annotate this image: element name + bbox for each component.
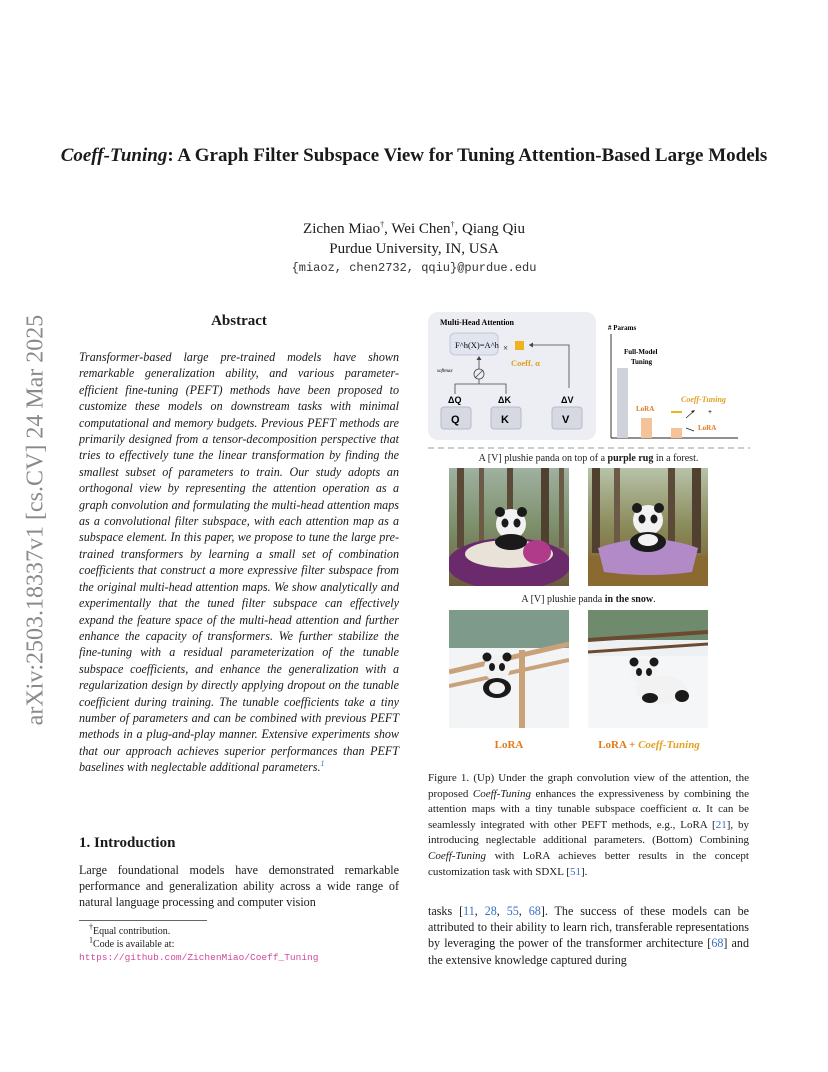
author-1: Zichen Miao (303, 221, 381, 237)
softmax-label: softmax (437, 369, 453, 374)
footnote-2-text: Code is available at: (93, 939, 175, 950)
comma: , (518, 904, 529, 918)
photo-lora-forest (449, 468, 569, 586)
citation[interactable]: 28 (484, 904, 497, 918)
prompt-1-post: in a forest. (653, 453, 699, 464)
col-label-coeff-italic: Coeff-Tuning (638, 739, 700, 751)
coeff-tuning-bar-label: Coeff-Tuning (681, 395, 726, 404)
prompt-1-bold: purple rug (607, 453, 654, 464)
full-model-label: Full-Model (624, 348, 658, 356)
caption-it1: Coeff-Tuning (472, 787, 531, 800)
citation[interactable]: 68 (711, 936, 724, 951)
attention-title: Multi-Head Attention (440, 318, 514, 327)
q-label: Q (451, 414, 460, 426)
lora-bar-label: LoRA (636, 405, 655, 413)
coeff-label: Coeff. α (511, 358, 540, 368)
arxiv-id: arXiv:2503.18337v1 [cs.CV] 24 Mar 2025 (22, 314, 49, 726)
photo-lora-coeff-forest (588, 468, 708, 586)
bar-lora (641, 418, 652, 438)
formula: F^h(X)=A^h (455, 340, 499, 350)
params-label: # Params (608, 324, 637, 332)
caption-p5: ]. (580, 865, 588, 878)
photo-lora-coeff-snow (588, 610, 708, 728)
coeff-square (515, 341, 524, 350)
abstract-heading: Abstract (211, 313, 267, 329)
bar-full-model (617, 368, 628, 438)
citation[interactable]: 11 (463, 904, 475, 918)
caption-label: Figure 1. (428, 772, 470, 784)
footnote-2 (79, 935, 399, 964)
figure-diagram (428, 310, 752, 455)
author-sep: , (454, 221, 463, 237)
footnote-1-mark: † (89, 922, 93, 932)
emails: {miaoz, chen2732, qqiu}@purdue.edu (291, 261, 537, 275)
plus-sign: + (708, 408, 712, 416)
times-sign: × (503, 343, 509, 353)
dagger-2: † (450, 220, 455, 229)
tuning-label: Tuning (631, 358, 653, 366)
delta-k: ΔK (498, 395, 511, 405)
k-label: K (501, 414, 509, 426)
caption-it2: Coeff-Tuning (428, 849, 487, 862)
citation[interactable]: 55 (506, 904, 519, 918)
caption-p1: (Up) Under the graph convolution view of the attention, the proposed (428, 772, 749, 800)
author-3: Qiang Qiu (462, 221, 525, 237)
lora-small-label: LoRA (698, 424, 717, 432)
body-t3: ] and the extensive knowledge captured during (428, 936, 749, 967)
author-2: Wei Chen (391, 221, 451, 237)
footnote-1-text: Equal contribution. (93, 926, 171, 937)
col-label-lora-coeff (570, 739, 728, 751)
prompt-1-pre: A [V] plushie panda on top of a (478, 453, 608, 464)
affiliation: Purdue University, IN, USA (329, 241, 499, 257)
delta-v: ΔV (561, 395, 574, 405)
authors (0, 219, 828, 239)
bar-coeff (671, 411, 682, 413)
citation[interactable]: 21 (715, 818, 727, 831)
intro-text: Large foundational models have demonstrated remarkable performance and generalization ability across a wide range of natural language processing and computer vision (79, 863, 399, 910)
delta-q: ΔQ (448, 395, 462, 405)
col-label-lora-coeff-pre: LoRA + (598, 739, 639, 751)
caption-p2: enhances the expressiveness by combining the attention maps with a tiny tunable subspace coefficient α. It can be seamlessly integrated with other PEFT methods, e.g., LoRA [ (428, 787, 750, 831)
footnote-ref[interactable]: 1 (320, 759, 325, 769)
body-t2: ]. The success of these models can be attributed to their ability to learn rich, transferable representations by leveraging the power of the transformer architecture [ (428, 904, 750, 951)
footnote-rule (79, 920, 207, 921)
footnote-1 (79, 922, 399, 938)
body-t1: tasks [ (428, 904, 464, 918)
prompt-2-post: . (653, 594, 656, 605)
title-rest: : A Graph Filter Subspace View for Tuning Attention-Based Large Models (167, 145, 768, 166)
arxiv-stamp (20, 280, 52, 760)
comma: , (496, 904, 507, 918)
prompt-2-pre: A [V] plushie panda (521, 594, 605, 605)
figure-caption (428, 771, 749, 880)
bar-lora-coeff (671, 428, 682, 438)
code-link[interactable]: https://github.com/ZichenMiao/Coeff_Tuning (79, 952, 319, 963)
col-label-lora: LoRA (494, 739, 524, 751)
prompt-1 (428, 453, 749, 464)
footnote-2-mark: 1 (89, 935, 93, 945)
abstract-text: Transformer-based large pre-trained models have shown remarkable generalization ability, and various parameter-efficient fine-tuning (PEFT) methods have been proposed to customize these models on downstream tasks with minimal computational and memory budgets. Previous PEFT methods are primarily designed from a tensor-decomposition perspective that tries to effectively tune the linear transformation by finding the smallest subset of parameters to train. Our study adopts an orthogonal view by representing the attention operation as a graph convolution and formulating the multi-head attention maps as a convolutional filter subspace, with each attention map as a subspace element. In this paper, we propose to tune the large pre-trained transformers by learning a small set of combination coefficients that construct a more expressive filter subspace from the original multi-head attention maps. We show analytically and experimentally that the tuned filter subspace can effectively expand the feature space of the multi-head attention and further enhance the capacity of transformers. We further stabilize the fine-tuning with a residual parameterization of the tunable subspace coefficients, and enhance the generalization with a regularization design by directly applying dropout on the tunable coefficient during training. The tunable coefficients take a tiny number of parameters and can be combined with previous PEFT methods in a plug-and-play manner. Extensive experiments show that our approach achieves superior performances than PEFT baselines with neglectable additional parameters. (79, 350, 399, 775)
abstract-body (79, 349, 399, 776)
right-body (428, 903, 749, 968)
title-method: Coeff-Tuning (60, 145, 168, 166)
paper-title (60, 142, 768, 169)
prompt-2 (428, 594, 749, 605)
author-sep: , (384, 221, 392, 237)
photo-lora-snow (449, 610, 569, 728)
prompt-2-bold: in the snow (604, 594, 654, 605)
citation[interactable]: 51 (569, 865, 581, 878)
comma: , (474, 904, 485, 918)
caption-p4: with LoRA achieves better results in the concept customization task with SDXL [ (428, 849, 749, 878)
v-label: V (562, 414, 570, 426)
caption-p3: ], by introducing neglectable additional parameters. (Bottom) Combining (428, 818, 749, 847)
citation[interactable]: 68 (528, 904, 541, 918)
section-heading-intro: 1. Introduction (79, 835, 176, 851)
dagger-1: † (380, 220, 385, 229)
